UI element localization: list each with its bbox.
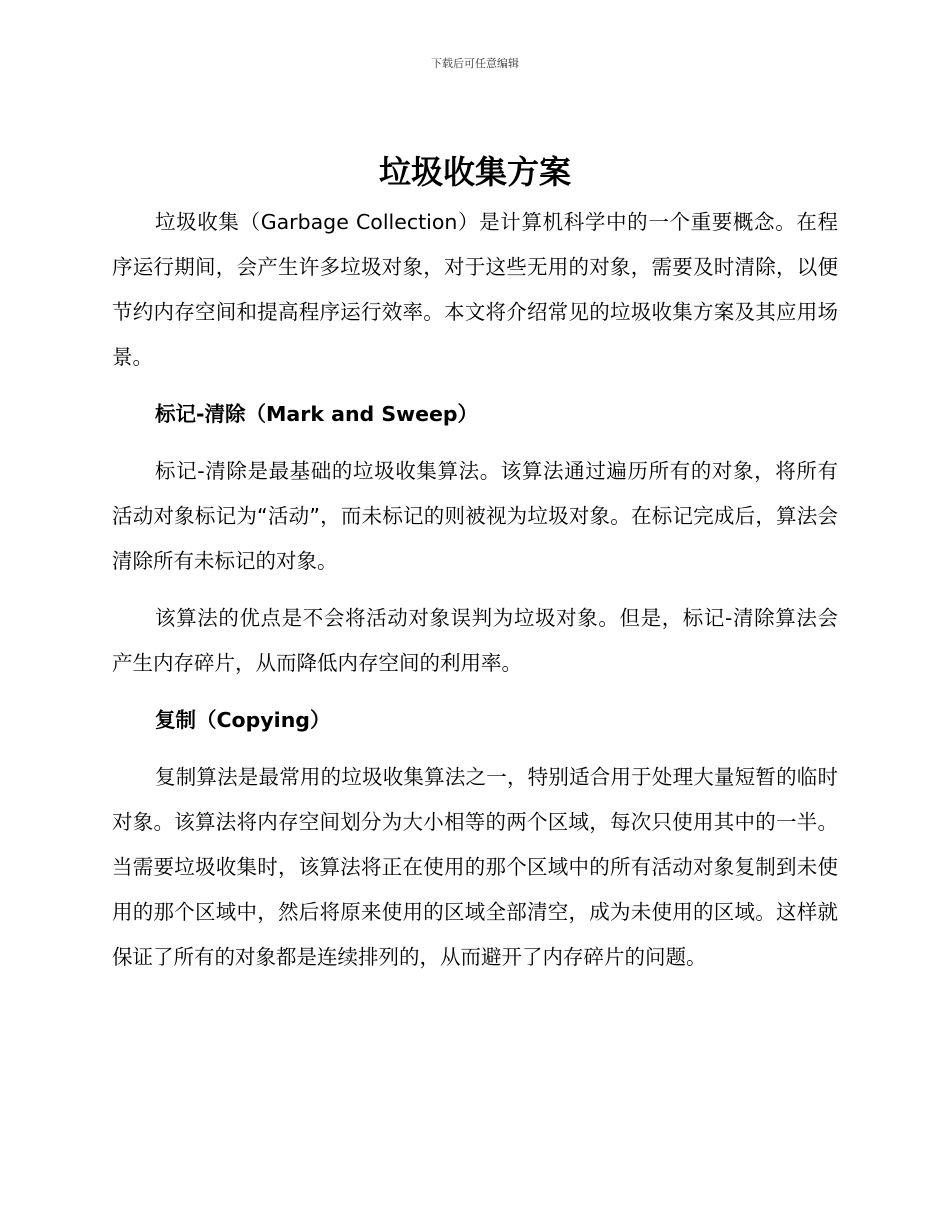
document-title: 垃圾收集方案 bbox=[378, 153, 571, 191]
section-heading-copying: 复制（Copying） bbox=[155, 708, 331, 732]
section-heading-mark-sweep: 标记-清除（Mark and Sweep） bbox=[155, 402, 479, 426]
page-header-note: 下载后可任意编辑 bbox=[431, 57, 519, 70]
mark-sweep-paragraph-1: 标记-清除是最基础的垃圾收集算法。该算法通过遍历所有的对象，将所有活动对象标记为“活动”，而未标记的则被视为垃圾对象。在标记完成后，算法会清除所有未标记的对象。 bbox=[112, 459, 838, 573]
document-body bbox=[112, 200, 838, 980]
intro-paragraph: 垃圾收集（Garbage Collection）是计算机科学中的一个重要概念。在程序运行期间，会产生许多垃圾对象，对于这些无用的对象，需要及时清除，以便节约内存空间和提高程序运行效率。本文将介绍常见的垃圾收集方案及其应用场景。 bbox=[112, 210, 838, 369]
mark-sweep-paragraph-2: 该算法的优点是不会将活动对象误判为垃圾对象。但是，标记-清除算法会产生内存碎片，从而降低内存空间的利用率。 bbox=[112, 606, 838, 675]
copying-paragraph-1: 复制算法是最常用的垃圾收集算法之一，特别适合用于处理大量短暂的临时对象。该算法将内存空间划分为大小相等的两个区域，每次只使用其中的一半。当需要垃圾收集时，该算法将正在使用的那个区域中的所有活动对象复制到未使用的那个区域中，然后将原来使用的区域全部清空，成为未使用的区域。这样就保证了所有的对象都是连续排列的，从而避开了内存碎片的问题。 bbox=[112, 765, 838, 969]
